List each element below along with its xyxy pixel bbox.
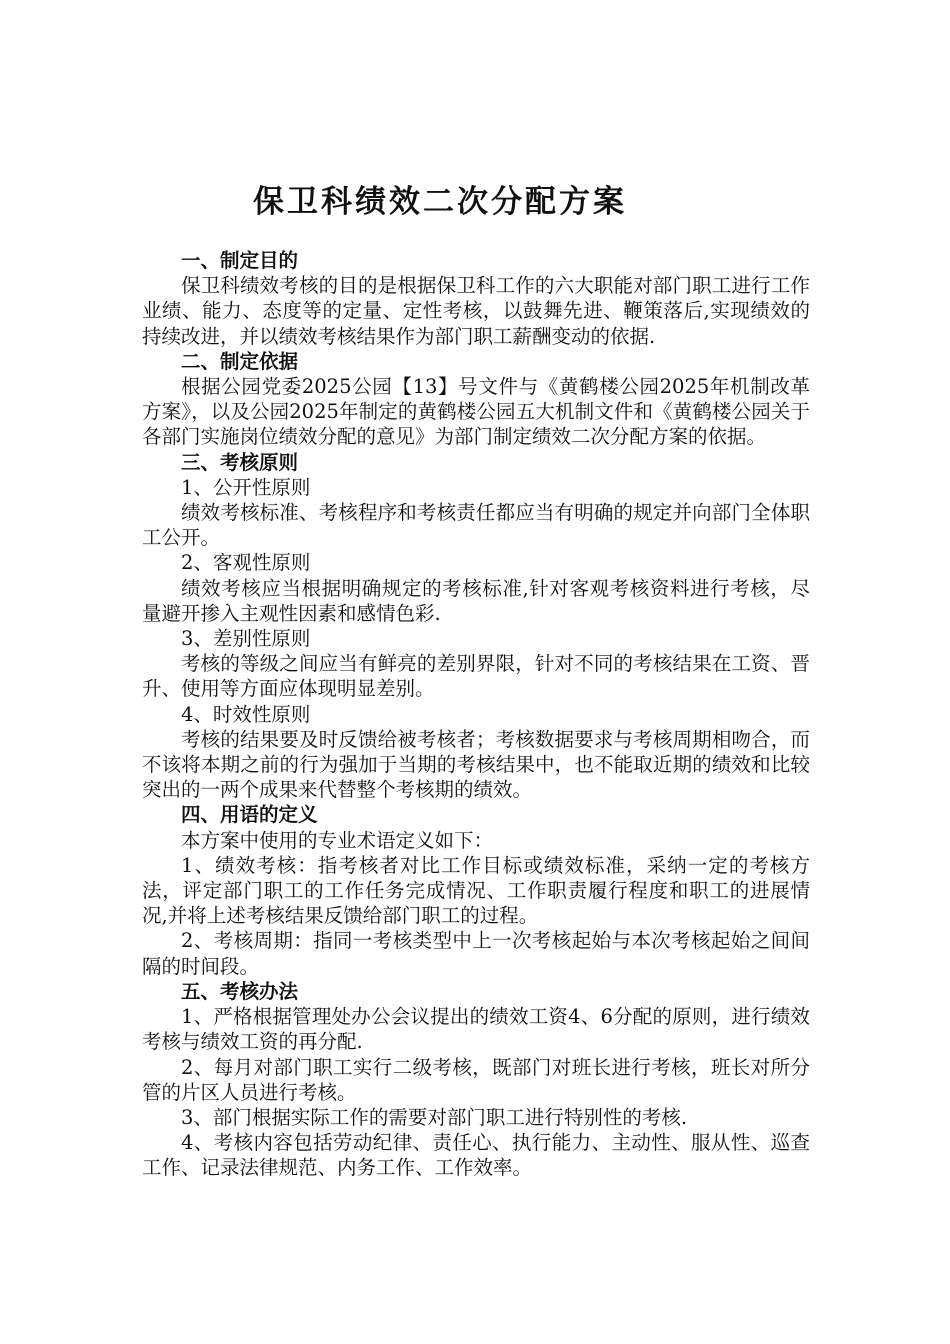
paragraph: 2、考核周期：指同一考核类型中上一次考核起始与本次考核起始之间间隔的时间段。 xyxy=(142,929,810,978)
section-heading: 五、考核办法 xyxy=(181,979,299,1003)
paragraph: 4、考核内容包括劳动纪律、责任心、执行能力、主动性、服从性、巡查工作、记录法律规范、内务工作、工作效率。 xyxy=(142,1131,810,1180)
paragraph: 2、每月对部门职工实行二级考核，既部门对班长进行考核，班长对所分管的片区人员进行考核。 xyxy=(142,1055,810,1104)
paragraph: 4、时效性原则 xyxy=(181,702,311,726)
document-body xyxy=(142,248,810,1181)
document-title: 保卫科绩效二次分配方案 xyxy=(253,184,627,220)
paragraph: 本方案中使用的专业术语定义如下： xyxy=(181,828,494,852)
paragraph: 1、绩效考核：指考核者对比工作目标或绩效标准，采纳一定的考核方法，评定部门职工的工作任务完成情况、工作职责履行程度和职工的进展情况,并将上述考核结果反馈给部门职工的过程。 xyxy=(142,853,810,928)
paragraph: 绩效考核应当根据明确规定的考核标准,针对客观考核资料进行考核，尽量避开掺入主观性因素和感情色彩. xyxy=(142,576,810,625)
section-heading: 四、用语的定义 xyxy=(181,803,318,827)
paragraph: 2、客观性原则 xyxy=(181,551,311,575)
section-heading: 三、考核原则 xyxy=(181,450,299,474)
section-heading: 一、制定目的 xyxy=(181,249,299,272)
section-heading: 二、制定依据 xyxy=(181,349,299,373)
paragraph: 根据公园党委2025公园【13】号文件与《黄鹤楼公园2025年机制改革方案》，以及公园2025年制定的黄鹤楼公园五大机制文件和《黄鹤楼公园关于各部门实施岗位绩效分配的意见》为部门制定绩效二次分配方案的依据。 xyxy=(142,375,810,449)
paragraph: 保卫科绩效考核的目的是根据保卫科工作的六大职能对部门职工进行工作业绩、能力、态度等的定量、定性考核，以鼓舞先进、鞭策落后,实现绩效的持续改进，并以绩效考核结果作为部门职工薪酬变动的依据. xyxy=(142,274,810,348)
paragraph: 1、严格根据管理处办公会议提出的绩效工资4、6分配的原则，进行绩效考核与绩效工资的再分配. xyxy=(142,1005,810,1054)
paragraph: 3、差别性原则 xyxy=(181,627,311,651)
paragraph: 3、部门根据实际工作的需要对部门职工进行特别性的考核. xyxy=(181,1105,688,1129)
paragraph: 考核的等级之间应当有鲜亮的差别界限，针对不同的考核结果在工资、晋升、使用等方面应体现明显差别。 xyxy=(142,652,810,701)
paragraph: 绩效考核标准、考核程序和考核责任都应当有明确的规定并向部门全体职工公开。 xyxy=(142,501,810,550)
paragraph: 考核的结果要及时反馈给被考核者；考核数据要求与考核周期相吻合，而不该将本期之前的行为强加于当期的考核结果中，也不能取近期的绩效和比较突出的一两个成果来代替整个考核期的绩效。 xyxy=(142,727,810,802)
paragraph: 1、公开性原则 xyxy=(181,475,311,499)
